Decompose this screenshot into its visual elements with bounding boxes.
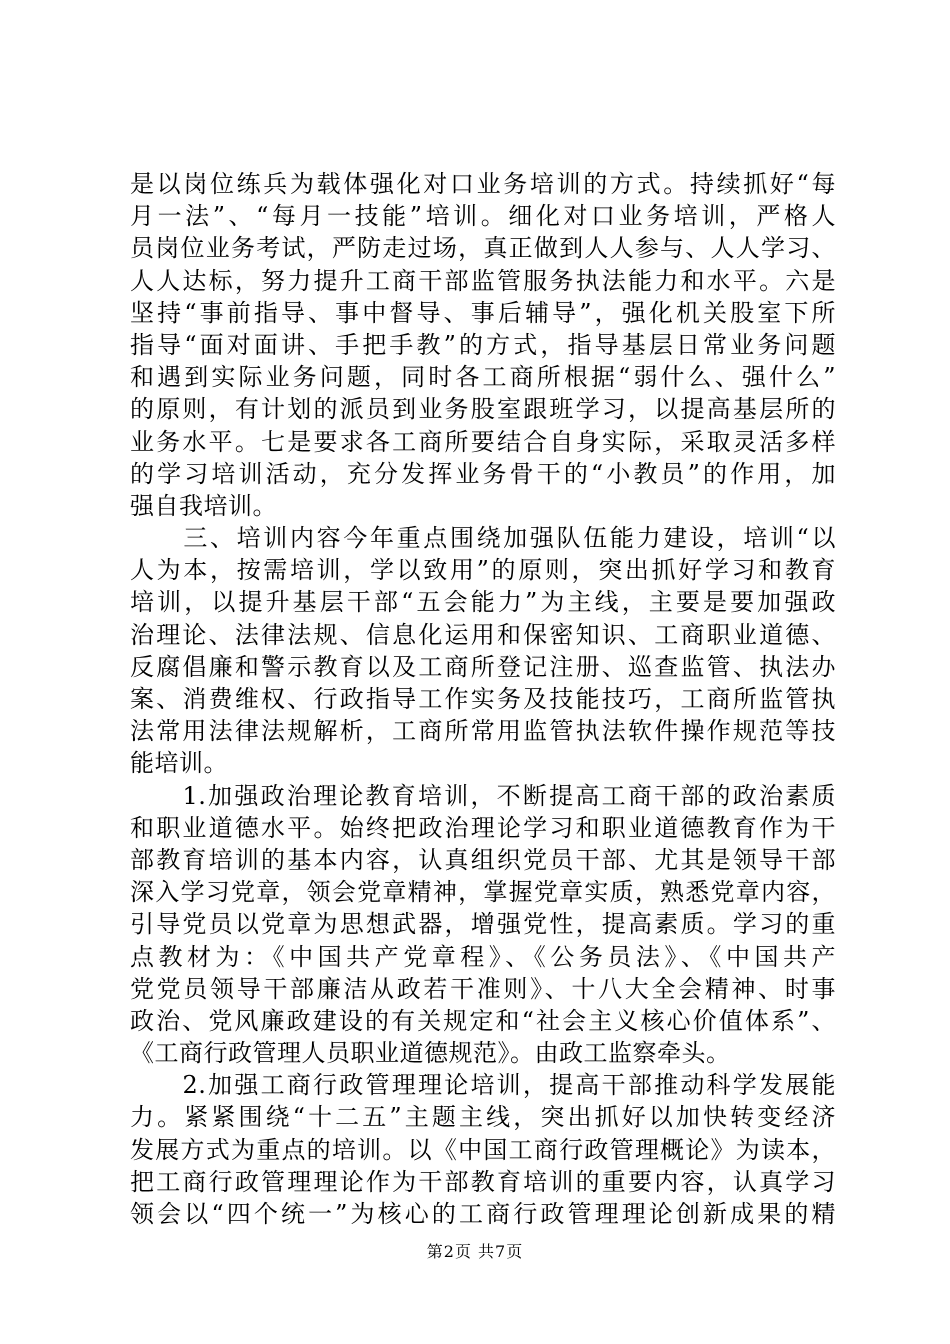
body-line: 三、培训内容今年重点围绕加强队伍能力建设，培训“以: [130, 524, 836, 553]
body-line: 和遇到实际业务问题，同时各工商所根据“弱什么、强什么”: [130, 363, 836, 392]
body-line: 能培训。: [130, 749, 228, 778]
body-line: 的学习培训活动，充分发挥业务骨干的“小教员”的作用，加: [130, 459, 836, 488]
body-line: 部教育培训的基本内容，认真组织党员干部、尤其是领导干部: [130, 845, 836, 874]
body-line: 人人达标，努力提升工商干部监管服务执法能力和水平。六是: [130, 266, 836, 295]
body-line: 业务水平。七是要求各工商所要结合自身实际，采取灵活多样: [130, 427, 836, 456]
body-line: 把工商行政管理理论作为干部教育培训的重要内容，认真学习: [130, 1167, 836, 1196]
body-line: 和职业道德水平。始终把政治理论学习和职业道德教育作为干: [130, 813, 836, 842]
body-line: 政治、党风廉政建设的有关规定和“社会主义核心价值体系”、: [130, 1006, 836, 1035]
body-line: 培训，以提升基层干部“五会能力”为主线，主要是要加强政: [130, 588, 836, 617]
body-line: 领会以“四个统一”为核心的工商行政管理理论创新成果的精: [130, 1200, 836, 1228]
body-line: 法常用法律法规解析，工商所常用监管执法软件操作规范等技: [130, 717, 836, 746]
body-line: 点教材为：《中国共产党章程》、《公务员法》、《中国共产: [130, 942, 836, 971]
body-line: 1.加强政治理论教育培训，不断提高工商干部的政治素质: [130, 781, 836, 810]
body-line: 坚持“事前指导、事中督导、事后辅导”，强化机关股室下所: [130, 298, 836, 327]
body-line: 《工商行政管理人员职业道德规范》。由政工监察牵头。: [130, 1039, 731, 1068]
body-line: 是以岗位练兵为载体强化对口业务培训的方式。持续抓好“每: [130, 170, 836, 198]
body-line: 力。紧紧围绕“十二五”主题主线，突出抓好以加快转变经济: [130, 1103, 836, 1132]
body-line: 的原则，有计划的派员到业务股室跟班学习，以提高基层所的: [130, 395, 836, 424]
body-line: 月一法”、“每月一技能”培训。细化对口业务培训，严格人: [130, 202, 836, 231]
document-body: [130, 168, 836, 1230]
body-line: 强自我培训。: [130, 491, 277, 520]
body-line: 员岗位业务考试，严防走过场，真正做到人人参与、人人学习、: [130, 234, 836, 263]
body-line: 引导党员以党章为思想武器，增强党性，提高素质。学习的重: [130, 910, 836, 939]
body-line: 2.加强工商行政管理理论培训，提高干部推动科学发展能: [130, 1071, 836, 1100]
body-line: 深入学习党章，领会党章精神，掌握党章实质，熟悉党章内容，: [130, 878, 836, 907]
body-line: 发展方式为重点的培训。以《中国工商行政管理概论》为读本，: [130, 1135, 836, 1164]
body-line: 人为本，按需培训，学以致用”的原则，突出抓好学习和教育: [130, 556, 836, 585]
body-line: 党党员领导干部廉洁从政若干准则》、十八大全会精神、时事: [130, 974, 836, 1003]
body-line: 指导“面对面讲、手把手教”的方式，指导基层日常业务问题: [130, 330, 836, 359]
body-line: 治理论、法律法规、信息化运用和保密知识、工商职业道德、: [130, 620, 836, 649]
page-number-footer: 第2页 共7页: [426, 1242, 524, 1261]
body-line: 反腐倡廉和警示教育以及工商所登记注册、巡查监管、执法办: [130, 652, 836, 681]
body-line: 案、消费维权、行政指导工作实务及技能技巧，工商所监管执: [130, 685, 836, 713]
